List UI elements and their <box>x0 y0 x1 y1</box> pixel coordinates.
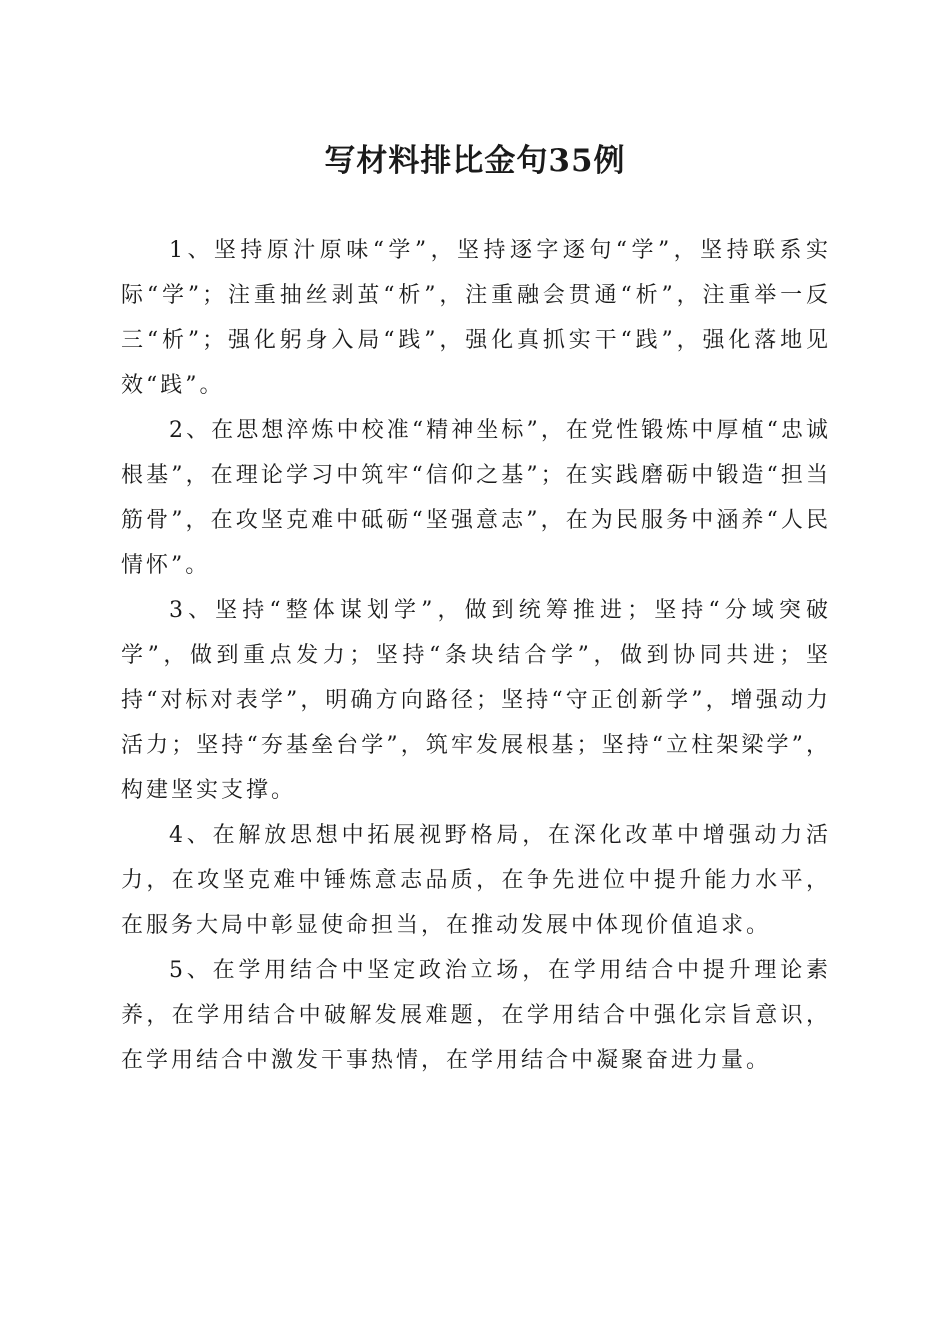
paragraph-4: 4、在解放思想中拓展视野格局，在深化改革中增强动力活力，在攻坚克难中锤炼意志品质，在争先进位中提升能力水平，在服务大局中彰显使命担当，在推动发展中体现价值追求。 <box>121 823 831 938</box>
document-body <box>121 228 831 1083</box>
document-title: 写材料排比金句35例 <box>324 143 626 179</box>
paragraph-2: 2、在思想淬炼中校准“精神坐标”，在党性锻炼中厚植“忠诚根基”，在理论学习中筑牢“信仰之基”；在实践磨砺中锻造“担当筋骨”，在攻坚克难中砥砺“坚强意志”，在为民服务中涵养“人民情怀”。 <box>121 418 831 578</box>
paragraph-5: 5、在学用结合中坚定政治立场，在学用结合中提升理论素养，在学用结合中破解发展难题，在学用结合中强化宗旨意识，在学用结合中激发干事热情，在学用结合中凝聚奋进力量。 <box>121 958 831 1073</box>
paragraph-3: 3、坚持“整体谋划学”，做到统筹推进；坚持“分域突破学”，做到重点发力；坚持“条块结合学”，做到协同共进；坚持“对标对表学”，明确方向路径；坚持“守正创新学”，增强动力活力；坚持“夯基垒台学”，筑牢发展根基；坚持“立柱架梁学”，构建坚实支撑。 <box>121 598 831 803</box>
paragraph-1: 1、坚持原汁原味“学”，坚持逐字逐句“学”，坚持联系实际“学”；注重抽丝剥茧“析”，注重融会贯通“析”，注重举一反三“析”；强化躬身入局“践”，强化真抓实干“践”，强化落地见效“践”。 <box>121 238 831 398</box>
